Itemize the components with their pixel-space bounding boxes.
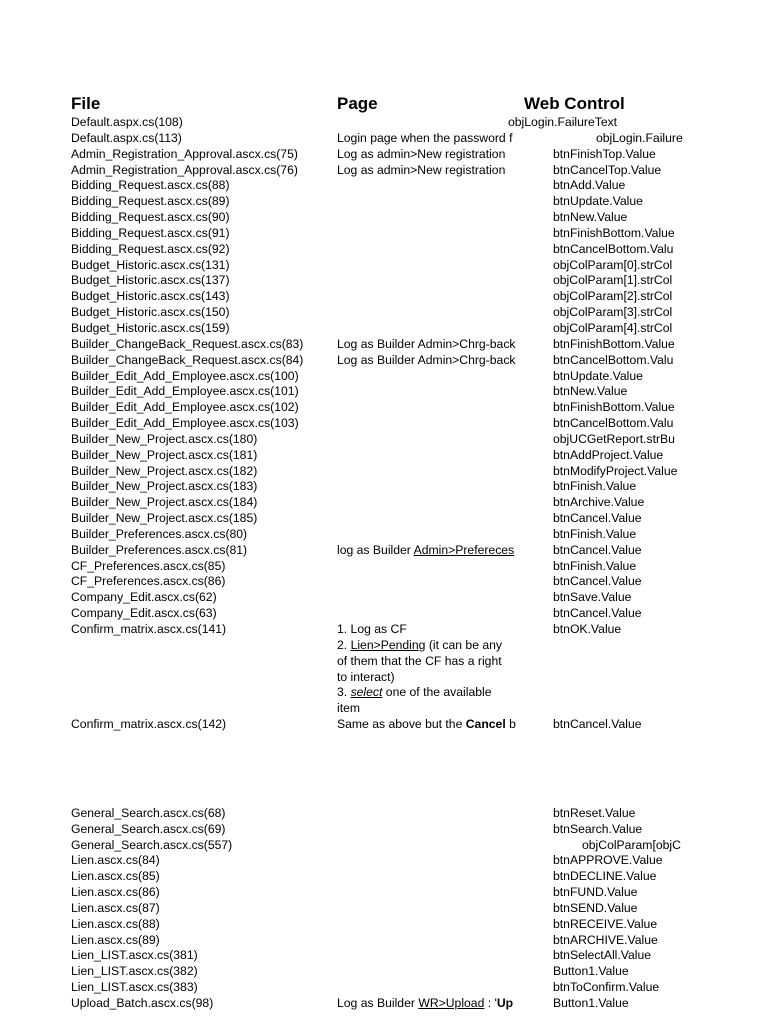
table-row [0, 242, 768, 258]
page-emphasis: Up [496, 995, 514, 1010]
page-text: Log as Builder [337, 995, 419, 1010]
file-cell: Builder_Edit_Add_Employee.ascx.cs(100) [71, 368, 299, 383]
file-cell: Builder_New_Project.ascx.cs(183) [71, 479, 258, 494]
file-cell: Budget_Historic.ascx.cs(137) [71, 273, 230, 288]
page-text: log as Builder [337, 542, 414, 557]
web-control-cell: btnUpdate.Value [553, 368, 643, 383]
web-control-cell: btnFinish.Value [553, 479, 637, 494]
file-cell: Budget_Historic.ascx.cs(159) [71, 320, 230, 335]
page-step-2-number: 2. [337, 637, 351, 652]
file-cell: Admin_Registration_Approval.ascx.cs(76) [71, 162, 298, 177]
file-cell: Builder_New_Project.ascx.cs(180) [71, 431, 258, 446]
file-cell: Bidding_Request.ascx.cs(91) [71, 225, 230, 240]
web-control-cell: btnToConfirm.Value [553, 980, 660, 995]
page-step-1: 1. Log as CF [337, 622, 407, 636]
table-row [0, 527, 768, 543]
table-row [0, 147, 768, 163]
table-row [0, 289, 768, 305]
table-row [0, 543, 768, 559]
table-row [0, 400, 768, 416]
web-control-cell: btnCancelBottom.Valu [553, 352, 674, 367]
file-cell: CF_Preferences.ascx.cs(85) [71, 558, 226, 573]
web-control-cell: objColParam[0].strCol [553, 257, 673, 272]
web-control-cell: btnCancel.Value [553, 511, 642, 526]
table-row [0, 353, 768, 369]
web-control-cell: btnSelectAll.Value [553, 948, 652, 963]
page-text: Same as above but the [337, 717, 466, 732]
web-control-cell: objColParam[objC [582, 837, 681, 852]
table-row [0, 479, 768, 495]
table-row [0, 258, 768, 274]
table-row [0, 964, 768, 980]
page-step-3-text: one of the available item [337, 685, 492, 716]
web-control-cell: objLogin.FailureText [508, 115, 618, 129]
file-cell: Bidding_Request.ascx.cs(92) [71, 241, 230, 256]
file-cell: Company_Edit.ascx.cs(62) [71, 590, 217, 605]
page-emphasis: Cancel [465, 717, 506, 732]
web-control-cell: btnARCHIVE.Value [553, 932, 658, 947]
file-column-header: File [71, 94, 101, 113]
table-row [0, 495, 768, 511]
web-control-cell: btnCancel.Value [553, 606, 642, 621]
table-row [0, 574, 768, 590]
page-cell: Log as Builder Admin>Chrg-back [337, 352, 516, 367]
web-control-cell: btnCancelBottom.Valu [553, 241, 674, 256]
web-control-column-header: Web Control [524, 94, 625, 113]
web-control-cell: btnSearch.Value [553, 821, 643, 836]
table-row [0, 869, 768, 885]
file-cell: Lien.ascx.cs(85) [71, 869, 160, 884]
table-row [0, 838, 768, 854]
file-cell: Upload_Batch.ascx.cs(98) [71, 995, 214, 1010]
table-row [0, 178, 768, 194]
file-cell: General_Search.ascx.cs(68) [71, 805, 226, 820]
page-link: select [350, 685, 383, 700]
file-cell: Builder_New_Project.ascx.cs(182) [71, 463, 258, 478]
file-cell: Budget_Historic.ascx.cs(131) [71, 257, 230, 272]
web-control-cell: btnCancelBottom.Valu [553, 416, 674, 431]
file-cell: General_Search.ascx.cs(557) [71, 837, 233, 852]
table-row [0, 194, 768, 210]
web-control-cell: objColParam[4].strCol [553, 320, 673, 335]
table-row [0, 210, 768, 226]
file-cell: Builder_ChangeBack_Request.ascx.cs(83) [71, 336, 304, 351]
web-control-cell: btnFinishBottom.Value [553, 400, 675, 415]
file-cell: Builder_New_Project.ascx.cs(184) [71, 495, 258, 510]
web-control-cell: btnUpdate.Value [553, 194, 643, 209]
table-body [0, 115, 768, 1012]
web-control-cell: btnCancel.Value [553, 717, 642, 732]
file-cell: Budget_Historic.ascx.cs(143) [71, 289, 230, 304]
web-control-cell: btnCancel.Value [553, 542, 642, 557]
web-control-cell: btnOK.Value [553, 622, 622, 636]
page-cell: Log as admin>New registration [337, 162, 506, 177]
web-control-cell: objColParam[3].strCol [553, 305, 673, 320]
web-control-cell: objColParam[2].strCol [553, 289, 673, 304]
file-cell: Lien.ascx.cs(84) [71, 853, 160, 868]
table-row [0, 717, 768, 806]
page-link: Lien>Pending [350, 637, 426, 652]
table-row [0, 416, 768, 432]
web-control-cell: objUCGetReport.strBu [553, 431, 675, 446]
web-control-cell: btnNew.Value [553, 210, 628, 225]
table-row [0, 806, 768, 822]
table-row [0, 305, 768, 321]
table-row [0, 901, 768, 917]
file-cell: Bidding_Request.ascx.cs(89) [71, 194, 230, 209]
file-cell: Admin_Registration_Approval.ascx.cs(75) [71, 146, 298, 161]
file-cell: Builder_Edit_Add_Employee.ascx.cs(103) [71, 416, 299, 431]
file-cell: Confirm_matrix.ascx.cs(142) [71, 717, 227, 732]
table-row [0, 131, 768, 147]
file-cell: General_Search.ascx.cs(69) [71, 821, 226, 836]
page-link: Admin>Prefereces [413, 542, 515, 557]
file-cell: Budget_Historic.ascx.cs(150) [71, 305, 230, 320]
web-control-cell: btnNew.Value [553, 384, 628, 399]
table-row [0, 622, 768, 717]
web-control-cell: btnCancel.Value [553, 574, 642, 589]
file-cell: Default.aspx.cs(113) [71, 130, 182, 145]
web-control-cell: btnModifyProject.Value [553, 463, 678, 478]
table-row [0, 948, 768, 964]
file-cell: Bidding_Request.ascx.cs(90) [71, 210, 230, 225]
web-control-cell: btnFinish.Value [553, 526, 637, 541]
web-control-cell: btnReset.Value [553, 805, 636, 820]
file-cell: Builder_Preferences.ascx.cs(80) [71, 526, 248, 541]
web-control-cell: btnRECEIVE.Value [553, 916, 658, 931]
file-cell: Builder_Edit_Add_Employee.ascx.cs(101) [71, 384, 299, 399]
table-row [0, 321, 768, 337]
file-cell: Lien.ascx.cs(88) [71, 916, 160, 931]
table-row [0, 980, 768, 996]
file-cell: CF_Preferences.ascx.cs(86) [71, 574, 226, 589]
file-cell: Company_Edit.ascx.cs(63) [71, 606, 217, 621]
web-control-cell: btnSEND.Value [553, 900, 638, 915]
table-row [0, 822, 768, 838]
web-control-cell: objLogin.Failure [596, 130, 683, 145]
table-row [0, 511, 768, 527]
table-row [0, 384, 768, 400]
table-row [0, 559, 768, 575]
table-row [0, 369, 768, 385]
file-cell: Lien_LIST.ascx.cs(383) [71, 980, 198, 995]
table-row [0, 885, 768, 901]
file-cell: Lien.ascx.cs(89) [71, 932, 160, 947]
table-row [0, 432, 768, 448]
file-cell: Lien_LIST.ascx.cs(382) [71, 964, 198, 979]
web-control-cell: btnFinishTop.Value [553, 146, 656, 161]
table-row [0, 917, 768, 933]
table-row [0, 448, 768, 464]
web-control-cell: objColParam[1].strCol [553, 273, 673, 288]
table-row [0, 337, 768, 353]
web-control-cell: btnDECLINE.Value [553, 869, 657, 884]
page-column-header: Page [337, 94, 378, 113]
table-row [0, 853, 768, 869]
web-control-cell: btnFinish.Value [553, 558, 637, 573]
file-cell: Builder_New_Project.ascx.cs(181) [71, 447, 258, 462]
page-text: : ' [484, 995, 497, 1010]
table-row [0, 273, 768, 289]
table-row [0, 226, 768, 242]
page-cell: Log as Builder Admin>Chrg-back [337, 336, 516, 351]
page-step-2-text: (it can be any of them that the CF has a right to interact) [337, 637, 503, 684]
web-control-cell: btnAdd.Value [553, 178, 626, 193]
web-control-cell: btnCancelTop.Value [553, 162, 662, 177]
table-row [0, 590, 768, 606]
web-control-cell: btnFUND.Value [553, 885, 638, 900]
page-cell: Log as admin>New registration [337, 146, 506, 161]
page-step-3-number: 3. [337, 685, 351, 700]
file-cell: Lien.ascx.cs(86) [71, 885, 160, 900]
table-row [0, 464, 768, 480]
page-link: WR>Upload [418, 995, 485, 1010]
web-control-cell: btnArchive.Value [553, 495, 645, 510]
file-cell: Confirm_matrix.ascx.cs(141) [71, 622, 227, 636]
web-control-cell: Button1.Value [553, 964, 629, 979]
web-control-cell: Button1.Value [553, 995, 629, 1010]
file-cell: Lien.ascx.cs(87) [71, 900, 160, 915]
web-control-cell: btnFinishBottom.Value [553, 336, 675, 351]
file-cell: Lien_LIST.ascx.cs(381) [71, 948, 198, 963]
table-row [0, 606, 768, 622]
table-row [0, 996, 768, 1012]
page-text: b [505, 717, 516, 732]
file-cell: Builder_New_Project.ascx.cs(185) [71, 511, 258, 526]
file-cell: Bidding_Request.ascx.cs(88) [71, 178, 230, 193]
web-control-cell: btnAddProject.Value [553, 447, 664, 462]
file-cell: Builder_Preferences.ascx.cs(81) [71, 542, 248, 557]
page-cell: Login page when the password f [337, 130, 513, 145]
file-cell: Builder_Edit_Add_Employee.ascx.cs(102) [71, 400, 299, 415]
web-control-cell: btnAPPROVE.Value [553, 853, 663, 868]
table-row [0, 933, 768, 949]
table-row [0, 115, 768, 131]
table-row [0, 163, 768, 179]
web-control-cell: btnFinishBottom.Value [553, 225, 675, 240]
file-cell: Default.aspx.cs(108) [71, 115, 183, 129]
web-control-cell: btnSave.Value [553, 590, 632, 605]
file-cell: Builder_ChangeBack_Request.ascx.cs(84) [71, 352, 304, 367]
